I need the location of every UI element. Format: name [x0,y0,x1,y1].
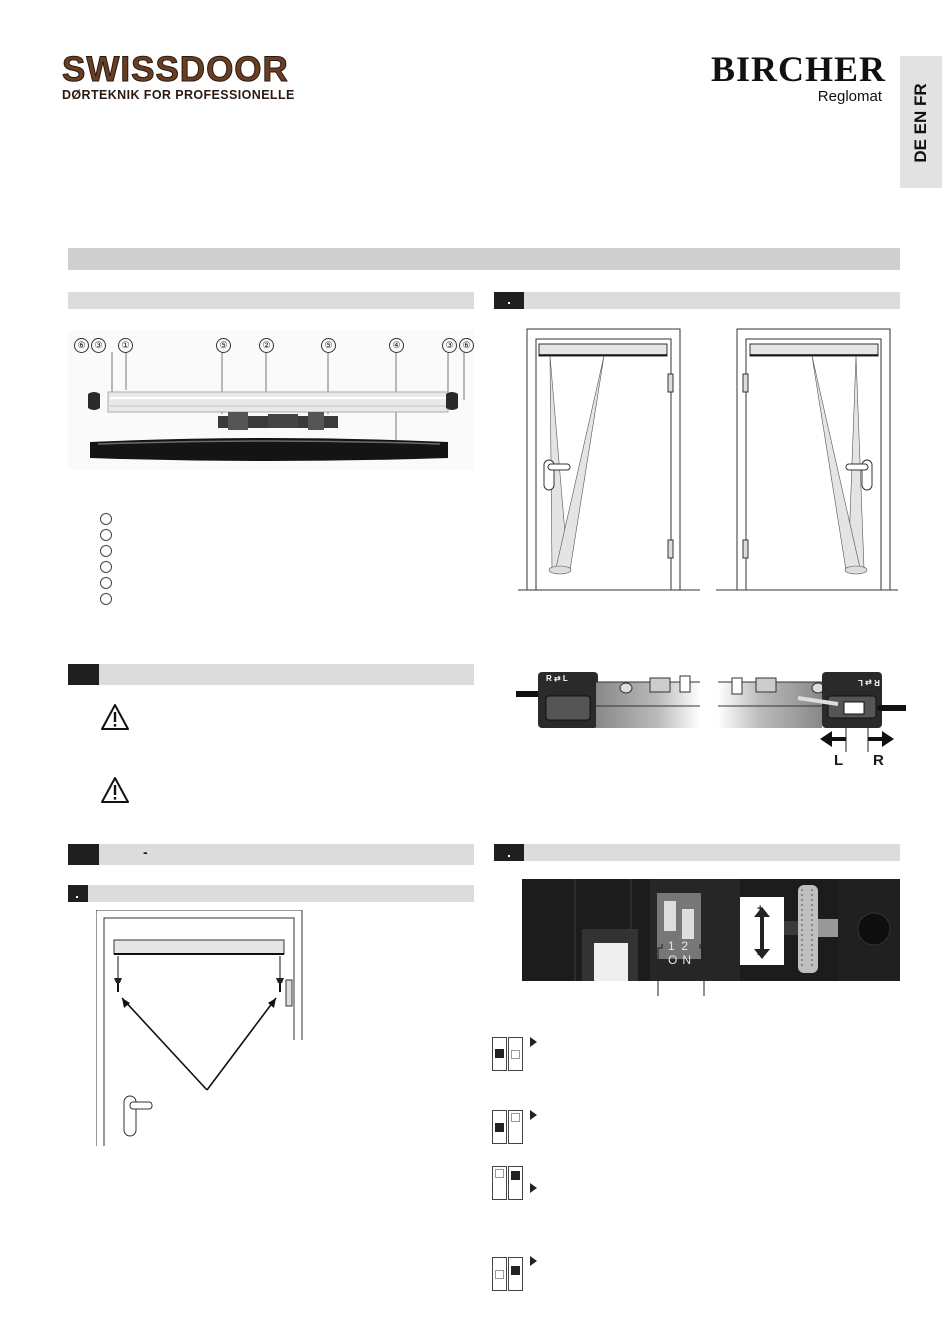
section-5-bar [494,844,900,861]
part-number-5-left: ⑤ [216,338,231,353]
section-3-bar [68,664,474,685]
legend-circle-5 [100,577,112,589]
part-number-6-left: ⑥ [74,338,89,353]
dip-setting-arrow-2 [530,1110,537,1120]
legend-circle-1 [100,513,112,525]
dip-setting-icon-3 [492,1165,522,1199]
bircher-logo-product: Reglomat [817,88,882,105]
part-number-2: ② [259,338,274,353]
arrow-label-right: R [873,752,884,769]
section-4b-marker [76,896,78,898]
lr-switch-text-right: R ⇄ L [858,678,880,687]
dip-setting-arrow-3 [530,1183,537,1193]
section-3-tab [68,664,99,685]
door-diagram-right [716,326,898,594]
swissdoor-logo-tagline: DØRTEKNIK FOR PROFESSIONELLE [62,88,295,102]
part-number-6-right: ⑥ [459,338,474,353]
legend-circle-4 [100,561,112,573]
dip-setting-icon-4 [492,1256,522,1290]
sensitivity-plus-label: + [757,903,764,915]
part-number-1: ① [118,338,133,353]
section-5-tab [494,844,524,861]
lr-switch-diagram-left [516,668,700,732]
legend-circle-3 [100,545,112,557]
section-2-marker [508,302,510,304]
dip-setting-arrow-4 [530,1256,537,1266]
exploded-view [68,330,474,470]
dip-callout-lines [650,944,720,998]
dip-setting-icon-1 [492,1036,522,1070]
arrow-label-left: L [834,752,844,769]
section-4-tab [68,844,99,865]
language-tab[interactable] [900,56,942,188]
main-title-bar [68,248,900,270]
bircher-logo-name: BIRCHER [710,49,886,89]
swissdoor-logo [62,52,302,106]
part-number-4: ④ [389,338,404,353]
sensitivity-minus-label: − [757,949,764,961]
lr-switch-diagram-right [718,668,906,732]
part-number-3-right: ③ [442,338,457,353]
door-diagram-left [518,326,700,594]
bircher-logo [676,50,886,112]
section-1-bar [68,292,474,309]
section-2-tab [494,292,524,309]
part-number-3-left: ③ [91,338,106,353]
legend-circle-2 [100,529,112,541]
lr-switch-text-left: R ⇄ L [546,674,568,683]
dip-setting-arrow-1 [530,1037,537,1047]
dip-switch-numbers: 1 2 [668,939,689,953]
lr-arrows [818,726,898,752]
section-4b-tab [68,885,88,902]
section-5-marker [508,855,510,857]
legend-circle-6 [100,593,112,605]
section-4-bar [68,844,474,865]
warning-icon-1 [100,703,130,731]
section-2-bar [494,292,900,309]
mounting-diagram [96,910,306,1150]
dip-switch-on-label: ON [668,953,696,967]
dip-setting-icon-2 [492,1109,522,1143]
warning-icon-2 [100,776,130,804]
section-4-dash: - [143,844,148,860]
swissdoor-logo-name: SWISSDOOR [62,50,289,89]
language-tab-label: DE EN FR [911,83,930,163]
part-number-5-right: ⑤ [321,338,336,353]
section-4b-bar [68,885,474,902]
